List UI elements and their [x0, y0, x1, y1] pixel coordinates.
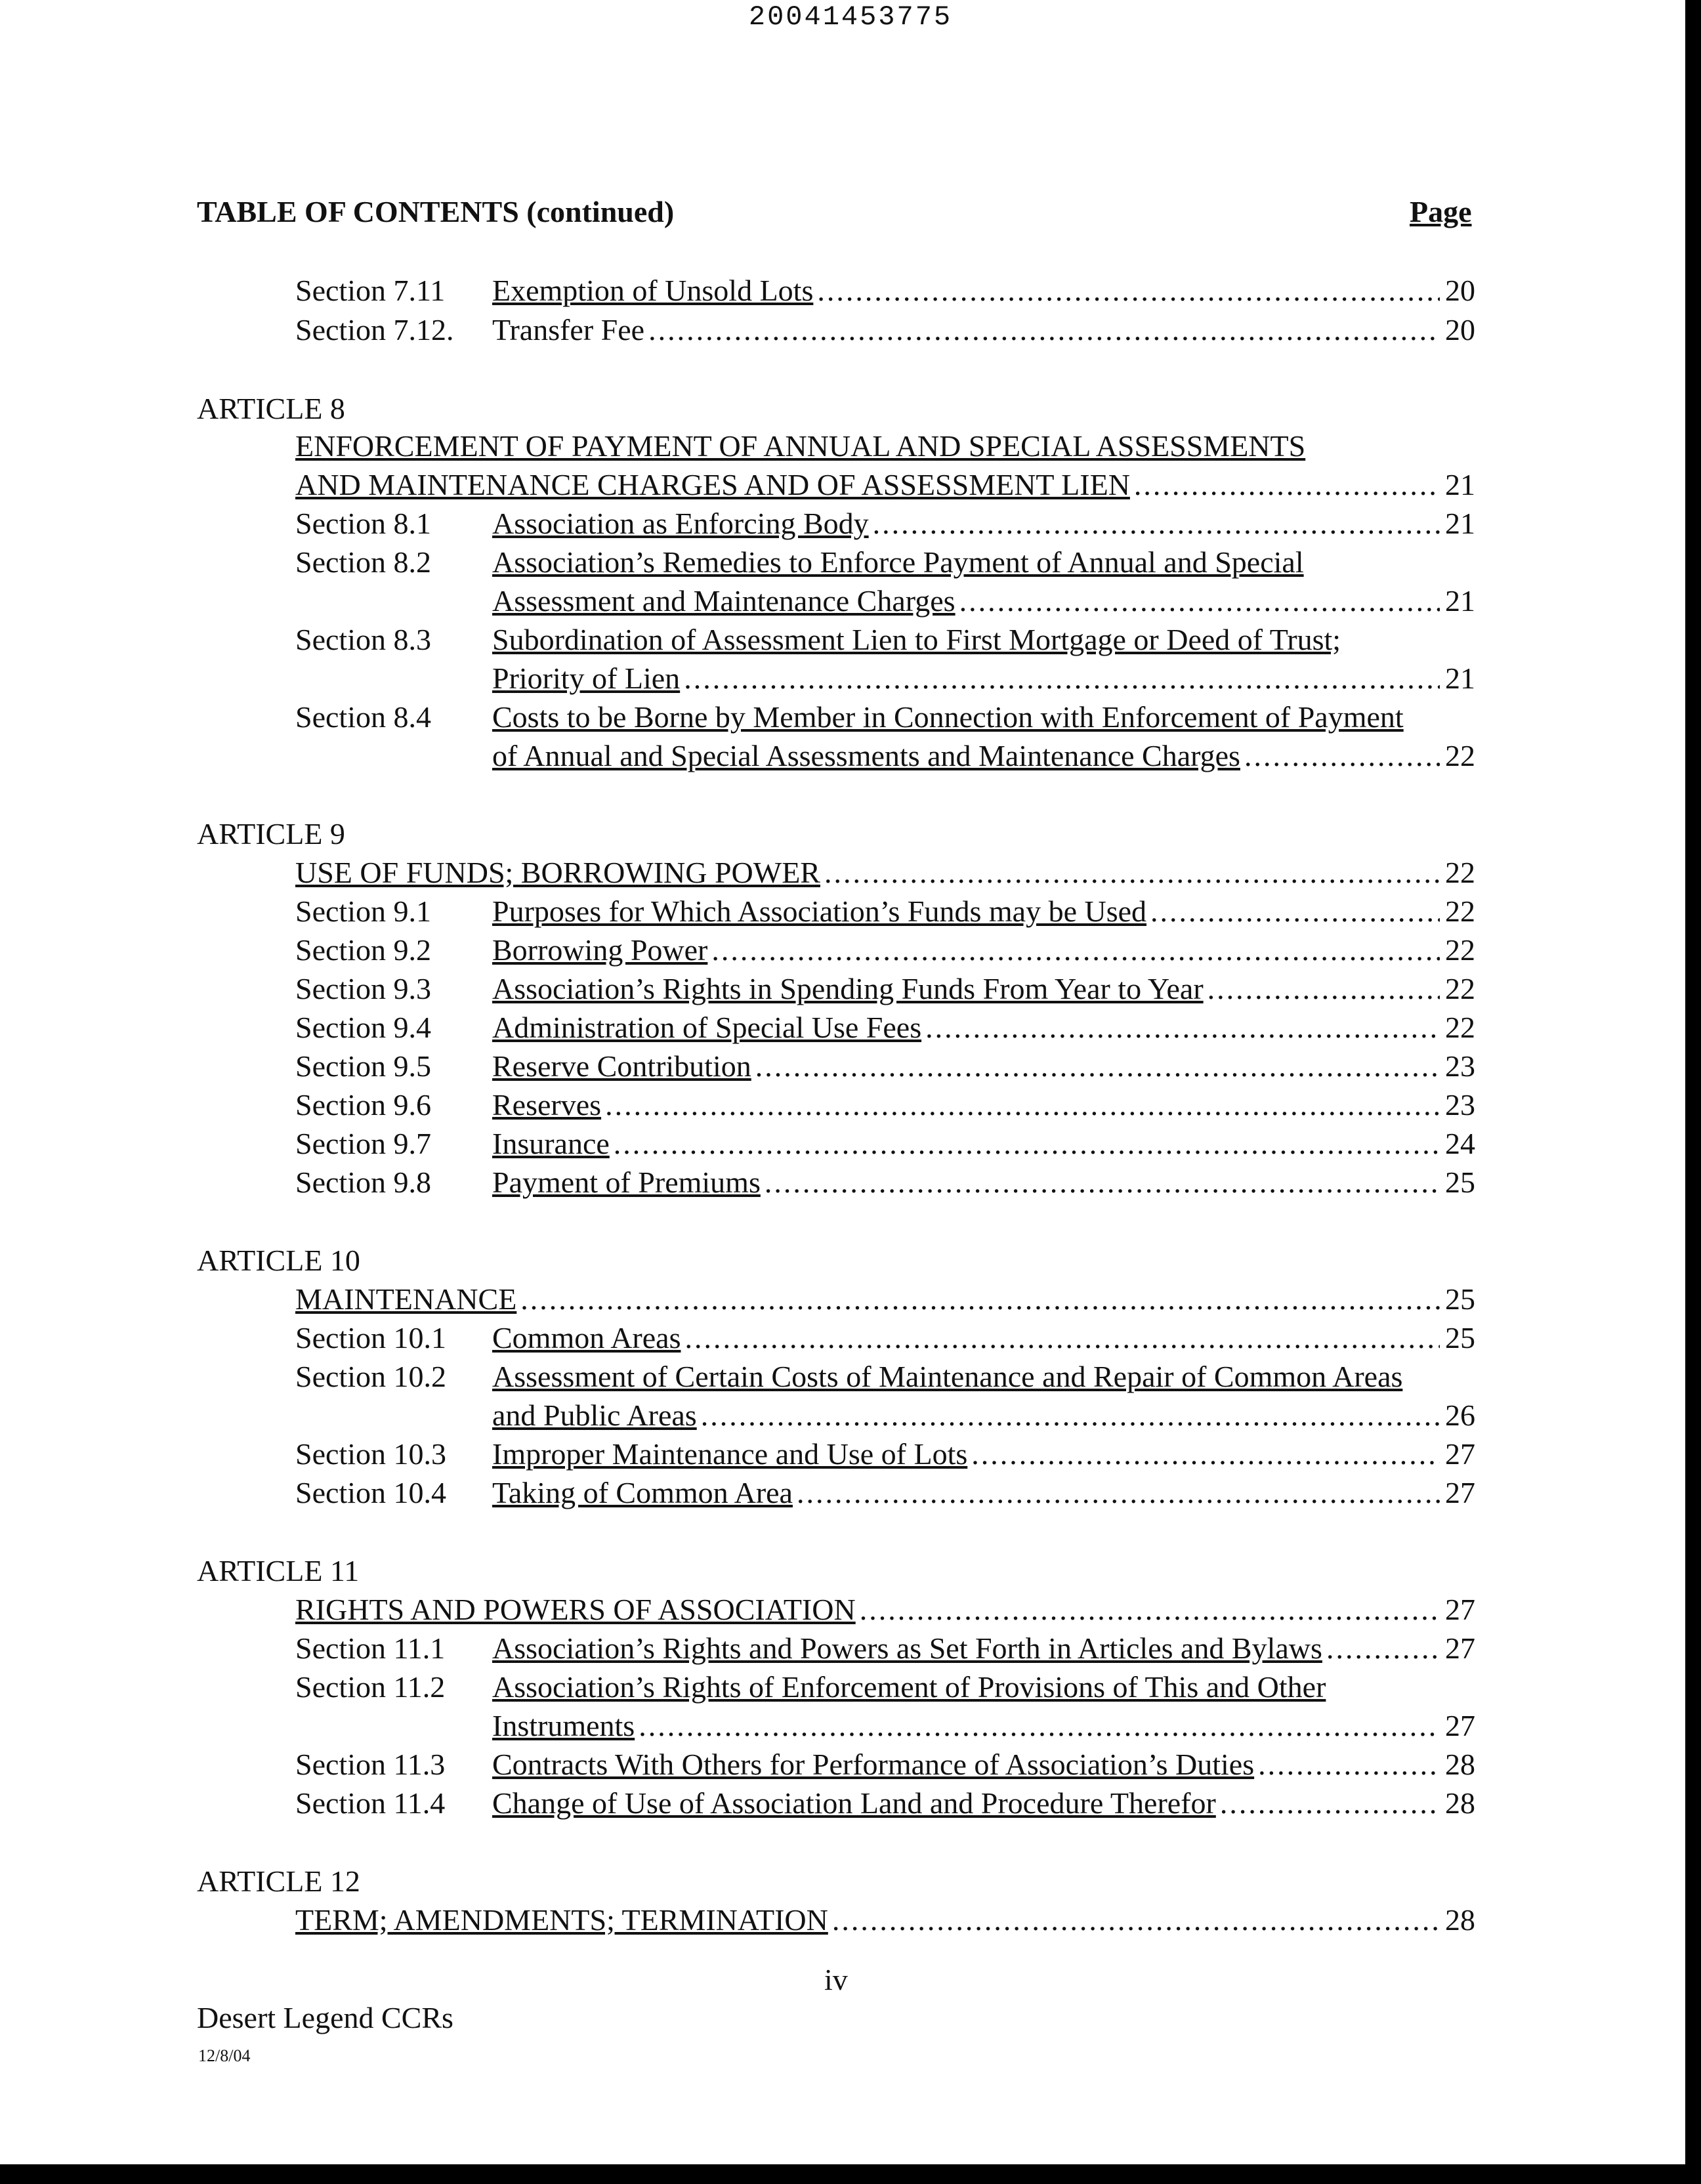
entry-title[interactable]: Payment of Premiums	[492, 1166, 761, 1199]
page-number: 22	[1445, 739, 1475, 772]
document-number: 20041453775	[748, 1, 953, 33]
entry-title[interactable]: RIGHTS AND POWERS OF ASSOCIATION	[295, 1593, 856, 1626]
entry-title[interactable]: and Public Areas	[492, 1398, 697, 1432]
entry-title[interactable]: Contracts With Others for Performance of Association’s Duties	[492, 1748, 1255, 1781]
section-number: Section 10.2	[295, 1360, 446, 1393]
toc-entry	[295, 1473, 1475, 1513]
dot-leader	[971, 1435, 1440, 1474]
toc-entry	[295, 1629, 1475, 1668]
toc-entry	[295, 1318, 1475, 1358]
entry-title[interactable]: Instruments	[492, 1709, 635, 1742]
article-heading: ARTICLE 9	[197, 817, 345, 850]
dot-leader	[1208, 969, 1440, 1009]
section-number: Section 9.7	[295, 1127, 431, 1160]
dot-leader	[1326, 1629, 1440, 1668]
toc-entry	[295, 969, 1475, 1009]
toc-entry	[295, 1047, 1475, 1086]
scan-border-right	[1685, 0, 1701, 2184]
entry-title[interactable]: of Annual and Special Assessments and Maintenance Charges	[492, 739, 1240, 772]
toc-entry	[295, 1008, 1475, 1047]
dot-leader	[832, 1900, 1440, 1940]
page-number: 28	[1445, 1748, 1475, 1781]
article-heading: ARTICLE 10	[197, 1244, 360, 1277]
dot-leader	[711, 931, 1440, 970]
entry-title[interactable]: Transfer Fee	[492, 313, 645, 346]
section-number: Section 8.3	[295, 623, 431, 656]
dot-leader	[520, 1280, 1440, 1319]
entry-title[interactable]: Priority of Lien	[492, 662, 681, 695]
section-number: Section 9.6	[295, 1088, 431, 1122]
toc-entry	[295, 853, 1475, 892]
entry-title[interactable]: ENFORCEMENT OF PAYMENT OF ANNUAL AND SPECIAL ASSESSMENTS	[295, 429, 1306, 463]
entry-title[interactable]: Common Areas	[492, 1321, 681, 1354]
toc-entry	[295, 1784, 1475, 1823]
entry-title[interactable]: Association as Enforcing Body	[492, 507, 869, 540]
toc-entry	[295, 1900, 1475, 1940]
section-number: Section 9.5	[295, 1049, 431, 1083]
toc-entry	[295, 1357, 1475, 1396]
dot-leader	[648, 310, 1440, 350]
section-number: Section 10.3	[295, 1437, 446, 1471]
entry-title[interactable]: TERM; AMENDMENTS; TERMINATION	[295, 1903, 828, 1937]
dot-leader	[684, 659, 1440, 698]
section-number: Section 8.4	[295, 700, 431, 734]
dot-leader	[797, 1473, 1440, 1513]
toc-entry	[295, 1396, 1475, 1435]
dot-leader	[605, 1085, 1440, 1125]
toc-entry	[295, 1706, 1475, 1746]
article-heading: ARTICLE 11	[197, 1554, 360, 1587]
dot-leader	[701, 1396, 1440, 1435]
toc-entry	[295, 543, 1475, 582]
entry-title[interactable]: Assessment of Certain Costs of Maintenance and Repair of Common Areas	[492, 1360, 1403, 1393]
article-heading: ARTICLE 12	[197, 1864, 360, 1898]
dot-leader	[765, 1163, 1440, 1202]
section-number: Section 9.4	[295, 1011, 431, 1044]
section-number: Section 10.1	[295, 1321, 446, 1354]
dot-leader	[684, 1318, 1440, 1358]
dot-leader	[817, 271, 1440, 310]
dot-leader	[755, 1047, 1440, 1086]
dot-leader	[614, 1124, 1440, 1164]
toc-entry	[295, 310, 1475, 350]
section-number: Section 9.2	[295, 933, 431, 967]
section-number: Section 11.2	[295, 1670, 446, 1704]
page-number: 24	[1445, 1127, 1475, 1160]
toc-entry	[295, 1124, 1475, 1164]
dot-leader	[1258, 1745, 1440, 1784]
entry-title[interactable]: Improper Maintenance and Use of Lots	[492, 1437, 968, 1471]
entry-title[interactable]: Reserves	[492, 1088, 602, 1122]
page-number: 27	[1445, 1593, 1475, 1626]
section-number: Section 11.1	[295, 1631, 446, 1665]
toc-entry	[295, 736, 1475, 776]
entry-title[interactable]: Taking of Common Area	[492, 1476, 793, 1509]
toc-entry	[295, 892, 1475, 931]
page-number: 28	[1445, 1903, 1475, 1937]
page-number: 21	[1445, 468, 1475, 501]
section-number: Section 11.3	[295, 1748, 446, 1781]
page-number: 25	[1445, 1282, 1475, 1316]
entry-title[interactable]: Exemption of Unsold Lots	[492, 274, 814, 307]
toc-entry	[295, 1280, 1475, 1319]
page-number: 25	[1445, 1166, 1475, 1199]
page-number: 22	[1445, 933, 1475, 967]
entry-title[interactable]: Association’s Rights and Powers as Set Forth in Articles and Bylaws	[492, 1631, 1322, 1665]
page-number: 23	[1445, 1088, 1475, 1122]
dot-leader	[639, 1706, 1440, 1746]
dot-leader	[1244, 736, 1440, 776]
dot-leader	[1134, 465, 1440, 505]
scan-border-bottom	[0, 2164, 1701, 2184]
page-number: 27	[1445, 1437, 1475, 1471]
entry-title[interactable]: MAINTENANCE	[295, 1282, 517, 1316]
dot-leader	[873, 504, 1440, 543]
dot-leader	[860, 1590, 1440, 1629]
toc-entry	[295, 427, 1475, 466]
section-number: Section 9.3	[295, 972, 431, 1005]
footer-date: 12/8/04	[198, 2046, 251, 2065]
entry-title[interactable]: Purposes for Which Association’s Funds may be Used	[492, 894, 1147, 928]
entry-title[interactable]: Insurance	[492, 1127, 610, 1160]
section-number: Section 11.4	[295, 1786, 446, 1820]
page-column-header: Page	[1410, 195, 1472, 228]
entry-title[interactable]: Subordination of Assessment Lien to First Mortgage or Deed of Trust;	[492, 623, 1341, 656]
page-number: 21	[1445, 584, 1475, 618]
toc-entry	[295, 271, 1475, 310]
page-number: 22	[1445, 972, 1475, 1005]
page-number: 22	[1445, 894, 1475, 928]
page-number: 25	[1445, 1321, 1475, 1354]
toc-entry	[295, 581, 1475, 621]
page-number: 27	[1445, 1709, 1475, 1742]
entry-title[interactable]: Association’s Rights of Enforcement of Provisions of This and Other	[492, 1670, 1326, 1704]
section-number: Section 9.1	[295, 894, 431, 928]
entry-title[interactable]: Reserve Contribution	[492, 1049, 751, 1083]
page-number: 27	[1445, 1476, 1475, 1509]
page-number: 22	[1445, 856, 1475, 889]
page-number: 20	[1445, 313, 1475, 346]
article-heading: ARTICLE 8	[197, 392, 345, 425]
section-number: Section 7.11	[295, 274, 446, 307]
section-number: Section 8.2	[295, 545, 431, 579]
footer-document-title: Desert Legend CCRs	[197, 2001, 453, 2034]
dot-leader	[959, 581, 1440, 621]
entry-title[interactable]: Administration of Special Use Fees	[492, 1011, 922, 1044]
section-number: Section 9.8	[295, 1166, 431, 1199]
entry-title[interactable]: Change of Use of Association Land and Procedure Therefor	[492, 1786, 1216, 1820]
page-title: TABLE OF CONTENTS (continued)	[197, 195, 675, 228]
dot-leader	[1150, 892, 1440, 931]
page-number: 21	[1445, 662, 1475, 695]
footer-page-number: iv	[824, 1963, 848, 1996]
dot-leader	[925, 1008, 1440, 1047]
entry-title[interactable]: USE OF FUNDS; BORROWING POWER	[295, 856, 820, 889]
toc-entry	[295, 1435, 1475, 1474]
toc-entry	[295, 698, 1475, 737]
page-number: 21	[1445, 507, 1475, 540]
entry-title[interactable]: Costs to be Borne by Member in Connection with Enforcement of Payment	[492, 700, 1404, 734]
page-number: 20	[1445, 274, 1475, 307]
dot-leader	[1220, 1784, 1440, 1823]
toc-entry	[295, 620, 1475, 660]
toc-entry	[295, 504, 1475, 543]
entry-title[interactable]: Assessment and Maintenance Charges	[492, 584, 956, 618]
section-number: Section 7.12.	[295, 313, 454, 346]
entry-title[interactable]: Association’s Rights in Spending Funds From Year to Year	[492, 972, 1204, 1005]
entry-title[interactable]: Borrowing Power	[492, 933, 708, 967]
dot-leader	[824, 853, 1440, 892]
page-number: 23	[1445, 1049, 1475, 1083]
toc-entry	[295, 931, 1475, 970]
entry-title[interactable]: Association’s Remedies to Enforce Payment of Annual and Special	[492, 545, 1304, 579]
page-number: 22	[1445, 1011, 1475, 1044]
page-number: 27	[1445, 1631, 1475, 1665]
section-number: Section 8.1	[295, 507, 431, 540]
toc-entry	[295, 465, 1475, 505]
page-number: 26	[1445, 1398, 1475, 1432]
toc-entry	[295, 1163, 1475, 1202]
section-number: Section 10.4	[295, 1476, 446, 1509]
entry-title[interactable]: AND MAINTENANCE CHARGES AND OF ASSESSMENT LIEN	[295, 468, 1130, 501]
toc-entry	[295, 659, 1475, 698]
page-number: 28	[1445, 1786, 1475, 1820]
toc-entry	[295, 1590, 1475, 1629]
toc-entry	[295, 1745, 1475, 1784]
toc-entry	[295, 1668, 1475, 1707]
toc-entry	[295, 1085, 1475, 1125]
